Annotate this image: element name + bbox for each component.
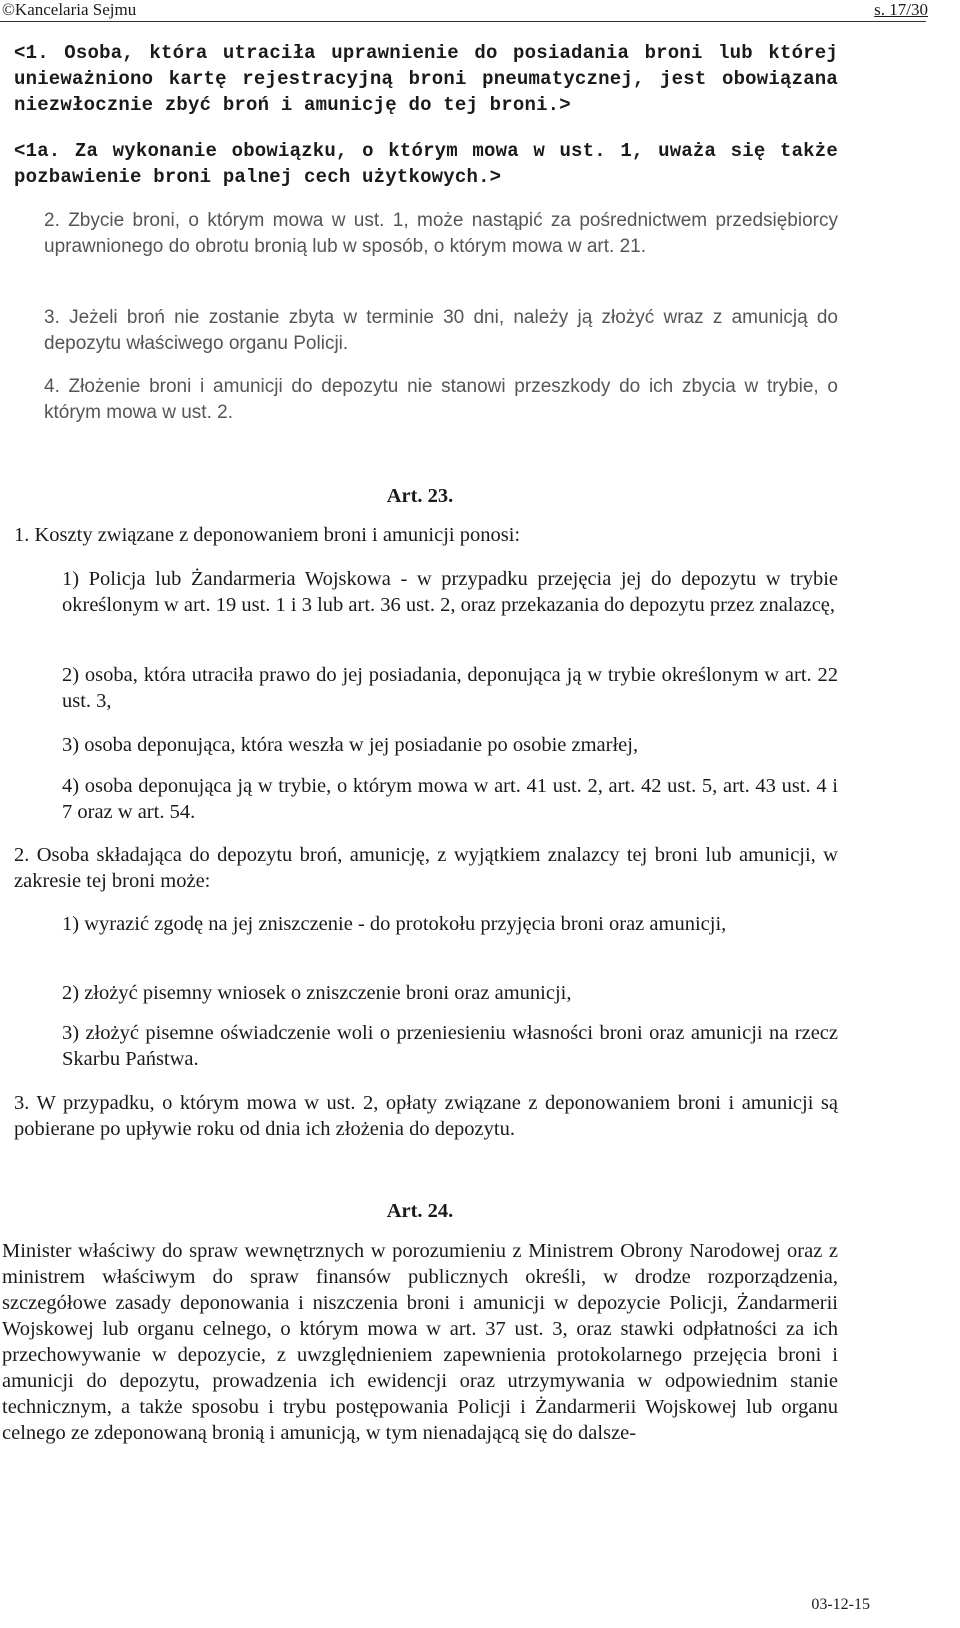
art22-paragraph-3: 3. Jeżeli broń nie zostanie zbyta w terminie 30 dni, należy ją złożyć wraz z amunicją do depozytu właściwego organu Policji. (44, 307, 838, 354)
art23-p2-item-1: 1) wyrazić zgodę na jej zniszczenie - do protokołu przyjęcia broni oraz amunicji, (62, 913, 727, 935)
art23-p2-item-2: 2) złożyć pisemny wniosek o zniszczenie broni oraz amunicji, (62, 982, 572, 1004)
page-number (874, 0, 928, 20)
art23-paragraph-3: 3. W przypadku, o którym mowa w ust. 2, opłaty związane z deponowaniem broni i amunicji są pobierane po upływie roku od dnia ich złożenia do depozytu. (14, 1092, 838, 1140)
art23-p2-item-3: 3) złożyć pisemne oświadczenie woli o przeniesieniu własności broni oraz amunicji na rzecz Skarbu Państwa. (62, 1022, 838, 1070)
art23-title: Art. 23. (386, 485, 454, 507)
art23-item-4: 4) osoba deponująca ją w trybie, o którym mowa w art. 41 ust. 2, art. 42 ust. 5, art. 43 ust. 4 i 7 oraz w art. 54. (62, 775, 838, 823)
art23-paragraph-1: 1. Koszty związane z deponowaniem broni i amunicji ponosi: (14, 524, 521, 546)
art22-paragraph-2: 2. Zbycie broni, o którym mowa w ust. 1, może nastąpić za pośrednictwem przedsiębiorcy uprawnionego do obrotu bronią lub w sposób, o którym mowa w art. 21. (44, 210, 838, 257)
amendment-paragraph-1: <1. Osoba, która utraciła uprawnienie do posiadania broni lub której unieważniono kartę rejestracyjną broni pneumatycznej, jest obowiązana niezwłocznie zbyć broń i amunicję do tej broni.> (14, 42, 838, 116)
page-number-text: s. 17/30 (874, 0, 928, 19)
art24-title: Art. 24. (386, 1200, 454, 1222)
page-header-left: ©Kancelaria Sejmu (2, 0, 137, 19)
header-divider (0, 21, 926, 22)
amendment-paragraph-1a: <1a. Za wykonanie obowiązku, o którym mowa w ust. 1, uważa się także pozbawienie broni palnej cech użytkowych.> (14, 140, 838, 188)
art23-item-3: 3) osoba deponująca, która weszła w jej posiadanie po osobie zmarłej, (62, 734, 639, 756)
art23-item-2: 2) osoba, która utraciła prawo do jej posiadania, deponująca ją w trybie określonym w art. 22 ust. 3, (62, 664, 838, 712)
footer-date: 03-12-15 (811, 1596, 870, 1613)
art23-item-1: 1) Policja lub Żandarmeria Wojskowa - w przypadku przejęcia jej do depozytu w trybie określonym w art. 19 ust. 1 i 3 lub art. 36 ust. 2, oraz przekazania do depozytu przez znalazcę, (62, 568, 838, 616)
art23-paragraph-2: 2. Osoba składająca do depozytu broń, amunicję, z wyjątkiem znalazcy tej broni lub amunicji, w zakresie tej broni może: (14, 844, 838, 892)
art22-paragraph-4: 4. Złożenie broni i amunicji do depozytu nie stanowi przeszkody do ich zbycia w trybie, o którym mowa w ust. 2. (44, 376, 838, 423)
art24-body: Minister właściwy do spraw wewnętrznych w porozumieniu z Ministrem Obrony Narodowej oraz z ministrem właściwym do spraw finansów publicznych określi, w drodze rozporządzenia, szczegółowe zasady deponowania i niszczenia broni i amunicji w depozycie Policji, Żandarmerii Wojskowej lub organu celnego, o którym mowa w art. 37 ust. 3, oraz stawki odpłatności za ich przechowywanie w depozycie, z uwzględnieniem zapewnienia protokolarnego przejęcia broni i amunicji do depozytu, prowadzenia ich ewidencji oraz utrzymywania w odpowiednim stanie technicznym, a także sposobu i trybu postępowania Policji i Żandarmerii Wojskowej lub organu celnego ze zdeponowaną bronią i amunicją, w tym nienadającą się do dalsze- (2, 1240, 838, 1444)
